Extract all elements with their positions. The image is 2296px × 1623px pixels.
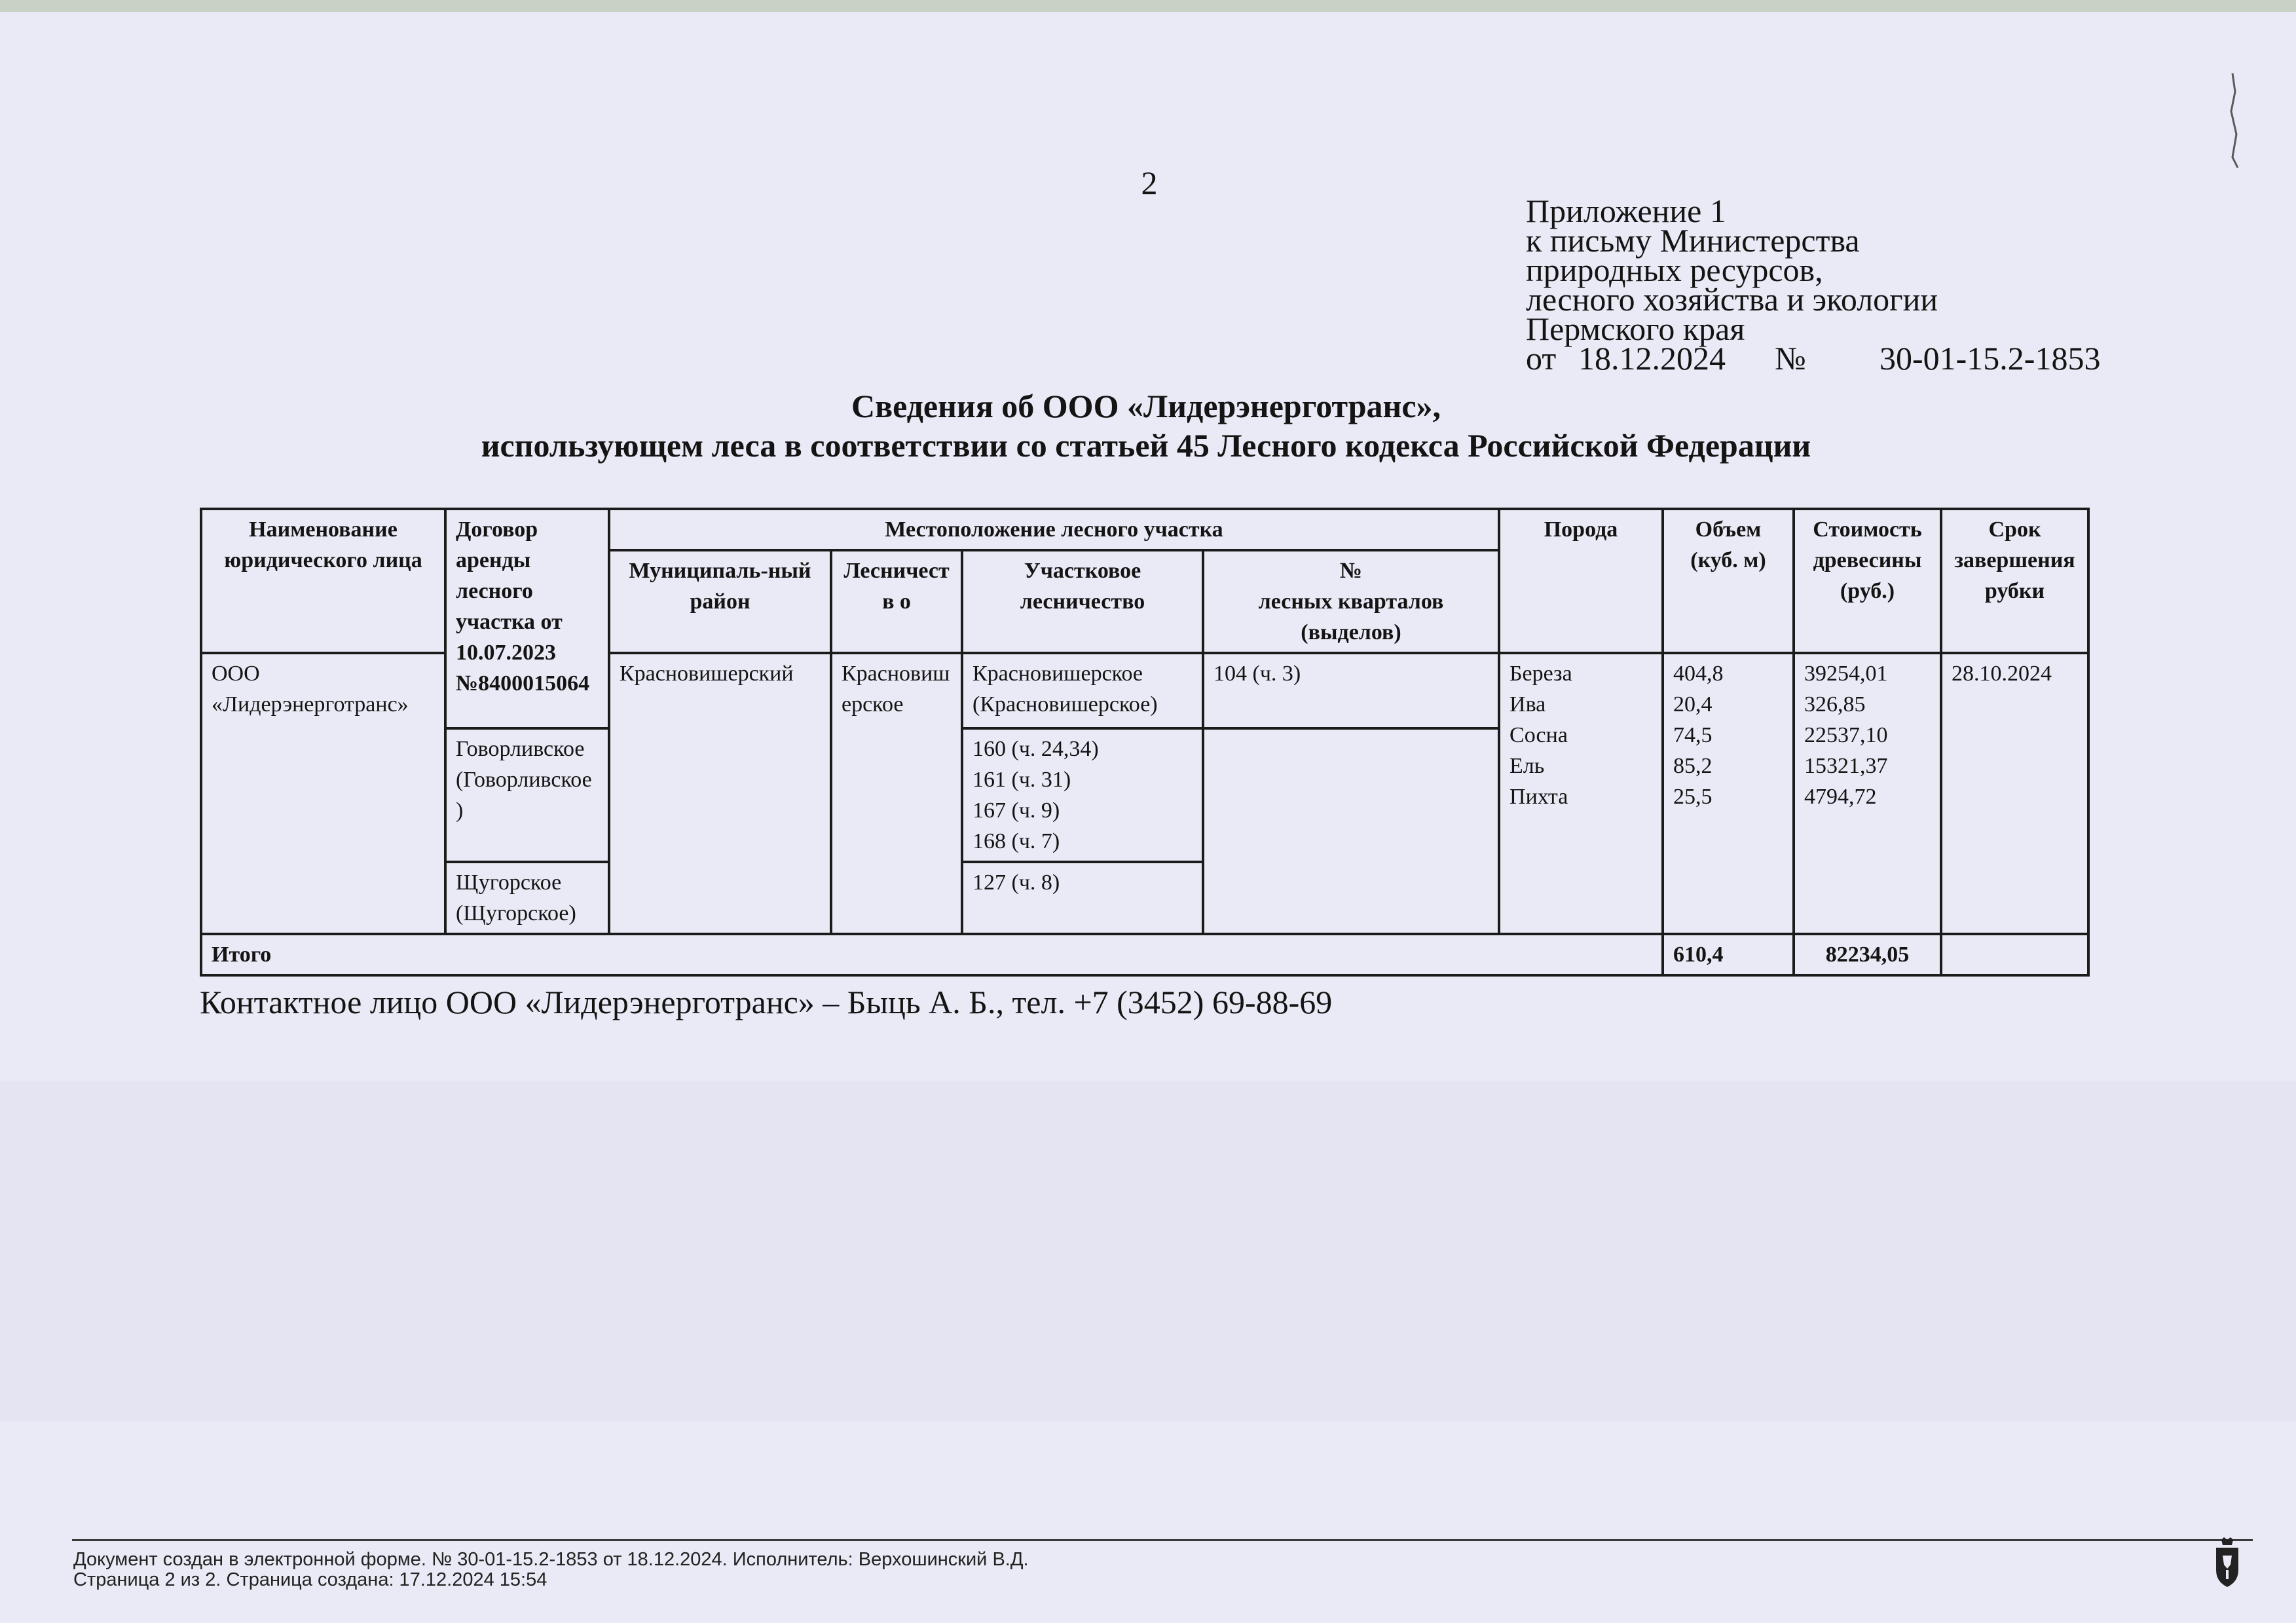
- title-line-2: использующем леса в соответствии со статьей 45 Лесного кодекса Российской Федерации: [481, 427, 1811, 464]
- number-sign: №: [1775, 340, 1806, 377]
- quarter-item: 167 (ч. 9): [972, 798, 1060, 823]
- volume-list: [1663, 653, 1794, 934]
- total-row: [201, 934, 2088, 975]
- quarters-list: [1203, 653, 1499, 728]
- quarters-list: [962, 728, 1203, 862]
- header-municipal-district: Муниципаль-ный район: [609, 550, 831, 653]
- contract-cell: [445, 509, 609, 728]
- header-legal-entity: Наименование юридического лица: [201, 509, 445, 653]
- header-cost: Стоимость древесины (руб.): [1794, 509, 1941, 653]
- contact-person: Контактное лицо ООО «Лидерэнерготранс» – Быць А. Б., тел. +7 (3452) 69-88-69: [200, 984, 1333, 1020]
- district-forestry-name: Говорливское (Говорливское): [445, 728, 609, 862]
- header-quarters: лесных кварталов (выделов): [1258, 589, 1444, 644]
- footer-divider: [72, 1539, 2253, 1541]
- header-species: Порода: [1499, 509, 1663, 653]
- header-district-forestry: Участковое лесничество: [962, 550, 1203, 653]
- title-line-1: Сведения об ООО «Лидерэнерготранс»,: [851, 388, 1441, 424]
- quarter-item: 161 (ч. 31): [972, 768, 1071, 792]
- appendix-line: лесного хозяйства и экологии: [1526, 281, 1938, 318]
- cost-list: [1794, 653, 1941, 934]
- district-forestry-name: Щугорское (Щугорское): [445, 862, 609, 934]
- quarter-item: 160 (ч. 24,34): [972, 737, 1099, 761]
- deadline-value: 28.10.2024: [1941, 653, 2088, 934]
- footer: [73, 1550, 2103, 1590]
- document-title: [196, 386, 2096, 465]
- total-label: Итого: [201, 934, 1663, 975]
- species-item: Ель: [1509, 754, 1545, 778]
- footer-line-1: Документ создан в электронной форме. № 30-01-15.2-1853 от 18.12.2024. Исполнитель: Верхошинский В.Д.: [73, 1549, 1029, 1570]
- appendix-line: Пермского края: [1526, 310, 1745, 347]
- cost-item: 326,85: [1804, 692, 1866, 717]
- volume-item: 20,4: [1673, 692, 1713, 717]
- district-forestry-name: Красновишерское (Красновишерское): [962, 653, 1203, 728]
- total-volume: 610,4: [1663, 934, 1794, 975]
- species-item: Сосна: [1509, 723, 1568, 747]
- quarters-list: [962, 862, 1203, 934]
- cost-item: 4794,72: [1804, 785, 1877, 809]
- entity-name: ООО «Лидерэнерготранс»: [201, 653, 445, 934]
- appendix-line: к письму Министерства: [1526, 222, 1860, 259]
- letter-number: 30-01-15.2-1853: [1879, 340, 2101, 377]
- species-item: Ива: [1509, 692, 1546, 717]
- header-location-group: Местоположение лесного участка: [609, 509, 1499, 550]
- cost-item: 15321,37: [1804, 754, 1888, 778]
- volume-item: 404,8: [1673, 662, 1724, 686]
- forest-use-table: [200, 508, 2090, 977]
- header-quarters-number: №: [1339, 559, 1363, 583]
- quarter-item: 104 (ч. 3): [1213, 662, 1301, 686]
- footer-line-2: Страница 2 из 2. Страница создана: 17.12.2024 15:54: [73, 1569, 547, 1590]
- cost-item: 39254,01: [1804, 662, 1888, 686]
- quarter-item: 127 (ч. 8): [972, 870, 1060, 895]
- appendix-line: природных ресурсов,: [1526, 252, 1823, 288]
- header-deadline: Срок завершения рубки: [1941, 509, 2088, 653]
- perm-krai-emblem-icon: [2212, 1536, 2242, 1588]
- total-cost: 82234,05: [1794, 934, 1941, 975]
- appendix-line: Приложение 1: [1526, 193, 1726, 229]
- header-quarters-cell: [1203, 550, 1499, 653]
- species-list: [1499, 653, 1663, 934]
- volume-item: 25,5: [1673, 785, 1713, 809]
- species-item: Пихта: [1509, 785, 1568, 809]
- total-empty-cell: [1941, 934, 2088, 975]
- volume-item: 74,5: [1673, 723, 1713, 747]
- from-label: от: [1526, 340, 1557, 377]
- contract-details: от 10.07.2023 №8400015064: [456, 610, 590, 696]
- appendix-reference: [1526, 193, 2194, 377]
- quarter-item: 168 (ч. 7): [972, 829, 1060, 853]
- forestry-name: Красновишерское: [831, 653, 962, 934]
- cost-item: 22537,10: [1804, 723, 1888, 747]
- municipal-district: Красновишерский: [609, 653, 831, 934]
- letter-date: 18.12.2024: [1578, 340, 1726, 377]
- header-volume: Объем (куб. м): [1663, 509, 1794, 653]
- header-forestry: Лесничеств о: [831, 550, 962, 653]
- species-item: Береза: [1509, 662, 1572, 686]
- page-number: 2: [1141, 164, 1158, 201]
- header-contract: Договор аренды лесного участка: [456, 517, 538, 634]
- table-header-row: [201, 509, 2088, 550]
- scan-shade-band: [0, 1081, 2296, 1421]
- staple-mark-icon: [2223, 72, 2243, 170]
- appendix-date-line: [1526, 340, 2194, 377]
- scan-top-band: [0, 0, 2296, 12]
- volume-item: 85,2: [1673, 754, 1713, 778]
